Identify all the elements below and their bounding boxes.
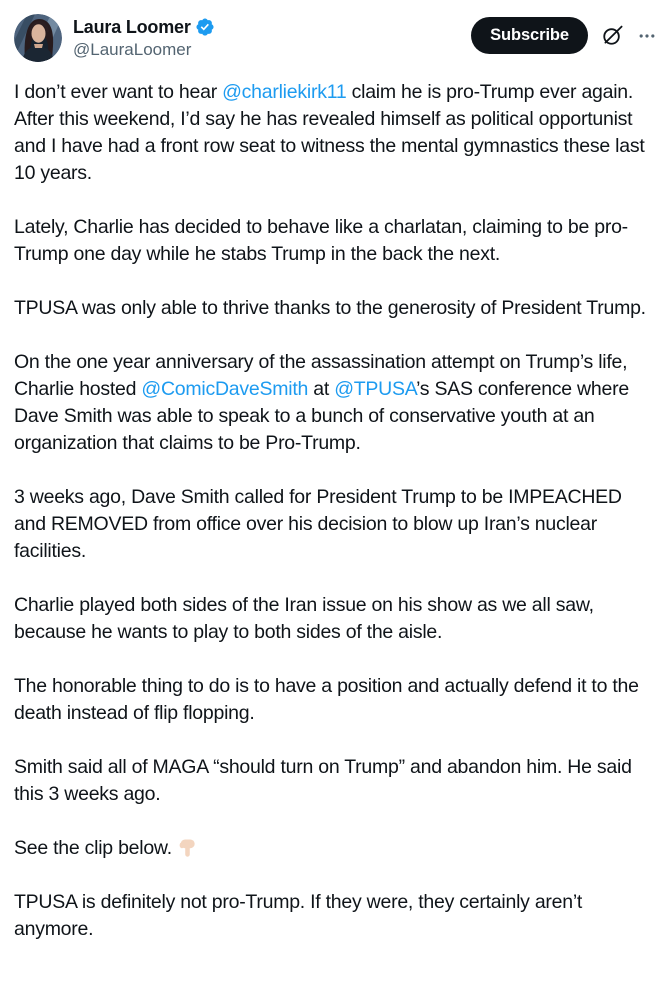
author-block [14,14,215,62]
grok-icon[interactable] [601,24,624,47]
tweet-paragraph: TPUSA is definitely not pro-Trump. If they were, they certainly aren’t anymore. [14,891,583,940]
author-name[interactable]: Laura Loomer [73,17,191,37]
tweet-paragraph: I don’t ever want to hear @charliekirk11 claim he is pro-Trump ever again. After this weekend, I’d say he has revealed himself as political opportunist and I have had a front row seat to witness the mental gymnastics these last 10 years. [14,81,645,184]
tweet-paragraph: On the one year anniversary of the assassination attempt on Trump’s life, Charlie hosted @ComicDaveSmith at @TPUSA’s SAS conference where Dave Smith was able to speak to a bunch of conservative youth at an organization that claims to be Pro-Trump. [14,351,629,454]
author-names [73,14,215,60]
tweet-paragraph: The honorable thing to do is to have a position and actually defend it to the death instead of flip flopping. [14,675,639,724]
tweet-paragraph: 3 weeks ago, Dave Smith called for President Trump to be IMPEACHED and REMOVED from office over his decision to blow up Iran’s nuclear facilities. [14,486,622,562]
tweet-paragraph: Smith said all of MAGA “should turn on Trump” and abandon him. He said this 3 weeks ago. [14,756,632,805]
author-handle[interactable]: @LauraLoomer [73,40,192,59]
pointing-down-emoji [177,835,198,862]
verified-icon [195,17,215,37]
mention-link-charliekirk11[interactable]: @charliekirk11 [222,81,347,103]
tweet-paragraph: Lately, Charlie has decided to behave like a charlatan, claiming to be pro-Trump one day while he stabs Trump in the back the next. [14,216,628,265]
more-options-icon[interactable] [637,26,657,46]
header-actions [471,14,657,54]
tweet-paragraph: See the clip below. [14,835,657,862]
avatar[interactable] [14,14,62,62]
tweet-paragraph: TPUSA was only able to thrive thanks to the generosity of President Trump. [14,297,646,319]
mention-link-tpusa[interactable]: @TPUSA [334,378,417,400]
mention-link-comicdavesmith[interactable]: @ComicDaveSmith [141,378,309,400]
profile-photo [14,14,62,62]
tweet-header [14,14,657,62]
tweet-text [14,79,657,943]
subscribe-button[interactable]: Subscribe [471,17,588,54]
tweet-paragraph: Charlie played both sides of the Iran issue on his show as we all saw, because he wants to play to both sides of the aisle. [14,594,594,643]
